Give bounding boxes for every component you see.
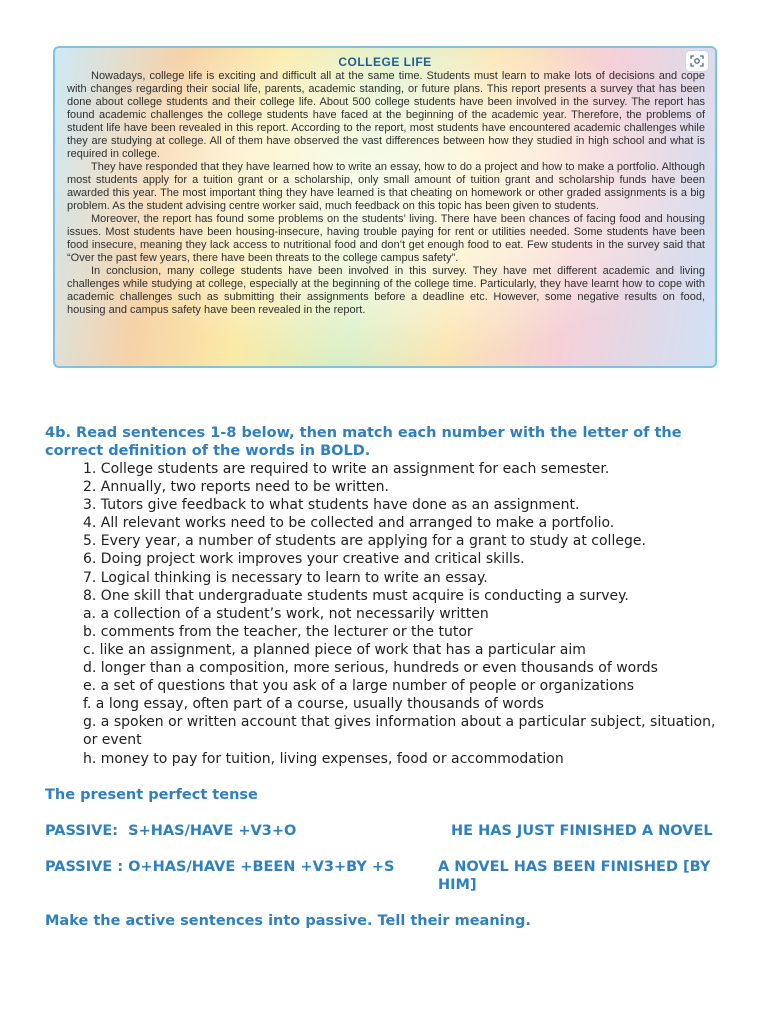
rule-2-example: A NOVEL HAS BEEN FINISHED [BY HIM]: [438, 859, 711, 893]
card-body: [67, 70, 705, 317]
exercise-heading: 4b. Read sentences 1-8 below, then match each number with the letter of the correct definition of the words in BOLD.: [45, 425, 682, 459]
reading-card: [53, 46, 717, 368]
list-item: h. money to pay for tuition, living expenses, food or accommodation: [83, 750, 564, 767]
exercise-list: [83, 460, 733, 768]
list-item: 8. One skill that undergraduate students must acquire is conducting a survey.: [83, 587, 629, 604]
card-paragraph: In conclusion, many college students have been involved in this survey. They have met different academic and living challenges while studying at college, especially at the beginning of the college time. Particularly, they have learnt how to cope with academic challenges such as submitting their assignments before a deadline etc. However, some negative results on food, housing and campus safety have been revealed in the report.: [67, 265, 705, 316]
list-item: 6. Doing project work improves your creative and critical skills.: [83, 551, 525, 568]
list-item: f. a long essay, often part of a course, usually thousands of words: [83, 696, 544, 713]
card-paragraph: They have responded that they have learned how to write an essay, how to do a project and how to make a portfolio. Although most students apply for a tuition grant or a scholarship, only small amount of tuition grant and scholarship funds have been awarded this year. The most important thing they have learned is that cheating on homework or other graded assignments is a big problem. As the student advising centre worker said, much feedback on this topic has been given to students.: [67, 161, 705, 212]
list-item: 4. All relevant works need to be collected and arranged to make a portfolio.: [83, 515, 615, 532]
camera-scan-icon[interactable]: [685, 50, 709, 72]
list-item: d. longer than a composition, more serious, hundreds or even thousands of words: [83, 660, 658, 677]
list-item: e. a set of questions that you ask of a large number of people or organizations: [83, 678, 635, 695]
card-paragraph: Nowadays, college life is exciting and difficult all at the same time. Students must learn to make lots of decisions and cope with changes regarding their social life, parents, academic standing, or future plans. This report presents a survey that has been done about college students and their college life. About 500 college students have been involved in the survey. The report has found academic challenges the college students have faced at the beginning of the academic year. Therefore, the problems of student life have been revealed in this report. According to the report, most students have encountered academic challenges while they are studying at college. All of them have observed the vast differences between how they studied in high school and what is required in college.: [67, 70, 705, 160]
rule-2-formula: PASSIVE : O+HAS/HAVE +BEEN +V3+BY +S: [45, 859, 395, 875]
instruction: Make the active sentences into passive. Tell their meaning.: [45, 913, 531, 929]
card-title: COLLEGE LIFE: [338, 55, 432, 69]
rule-1-example: HE HAS JUST FINISHED A NOVEL: [451, 823, 713, 839]
grammar-title: The present perfect tense: [45, 787, 258, 803]
list-item: a. a collection of a student’s work, not necessarily written: [83, 605, 489, 622]
card-paragraph: Moreover, the report has found some problems on the students’ living. There have been chances of facing food and housing issues. Most students have been housing-insecure, having trouble paying for rent or utilities needed. Some students have been food insecure, meaning they lack access to nutritional food and don’t get enough food to eat. Few students in the survey said that “Over the past few years, there have been threats to the college campus safety”.: [67, 213, 705, 264]
list-item: 3. Tutors give feedback to what students have done as an assignment.: [83, 497, 580, 514]
list-item: 7. Logical thinking is necessary to learn to write an essay.: [83, 569, 488, 586]
list-item: c. like an assignment, a planned piece of work that has a particular aim: [83, 641, 586, 658]
list-item: g. a spoken or written account that gives information about a particular subject, situation, or event: [83, 714, 716, 749]
rule-1-formula: PASSIVE: S+HAS/HAVE +V3+O: [45, 823, 297, 839]
list-item: 5. Every year, a number of students are applying for a grant to study at college.: [83, 533, 646, 550]
list-item: 2. Annually, two reports need to be written.: [83, 479, 389, 496]
list-item: b. comments from the teacher, the lecturer or the tutor: [83, 623, 473, 640]
list-item: 1. College students are required to write an assignment for each semester.: [83, 461, 610, 477]
